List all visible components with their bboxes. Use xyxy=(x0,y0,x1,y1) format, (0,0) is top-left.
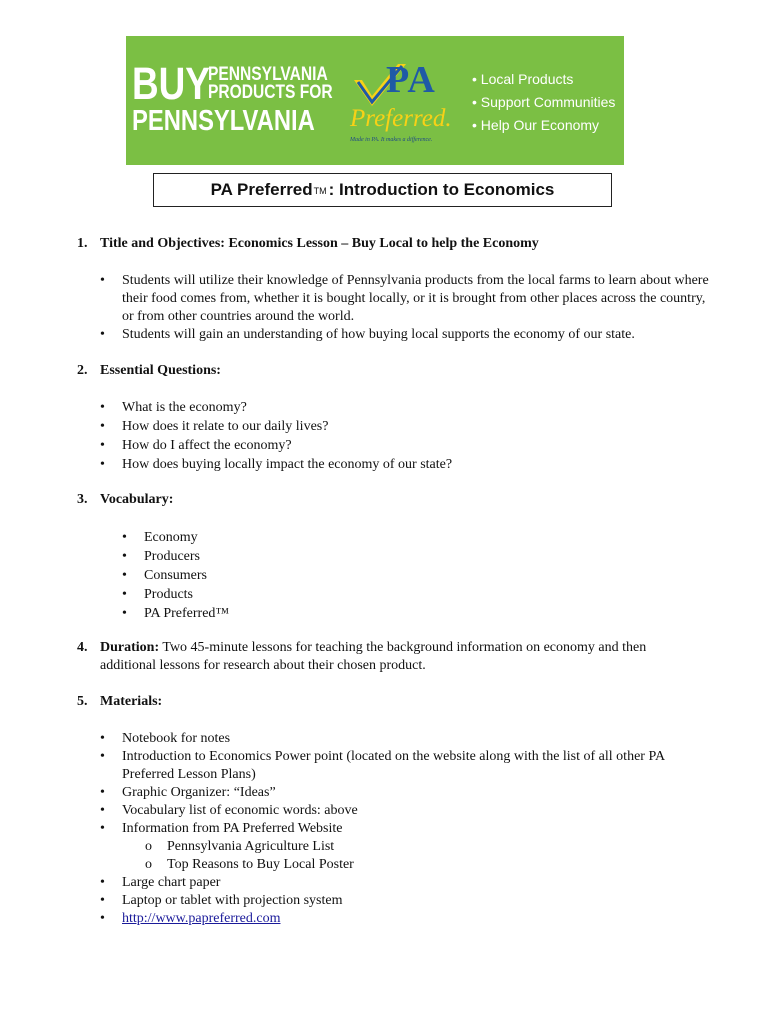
papreferred-link[interactable]: http://www.papreferred.com xyxy=(122,911,281,926)
list-item: • Students will gain an understanding of how buying local supports the economy of our state. xyxy=(100,326,720,344)
list-item: • Information from PA Preferred Website o Pennsylvania Agriculture List o Top Reasons to Buy Local Poster xyxy=(100,820,700,874)
website-sublist xyxy=(122,838,700,874)
list-item: • How does buying locally impact the economy of our state? xyxy=(100,455,720,474)
section-heading: 1. Title and Objectives: Economics Lesson – Buy Local to help the Economy xyxy=(77,236,539,251)
list-item: • Laptop or tablet with projection system xyxy=(100,892,700,910)
banner-bullet: • Local Products xyxy=(472,71,574,87)
section-heading: 3. Vocabulary: xyxy=(77,492,174,507)
logo-preferred: Preferred. xyxy=(350,105,452,132)
vocabulary-list xyxy=(122,528,422,623)
logo-tagline: Made in PA. It makes a difference. xyxy=(350,137,433,143)
pa-preferred-banner xyxy=(126,36,624,165)
list-item: • Vocabulary list of economic words: above xyxy=(100,802,700,820)
trademark-mark: TM xyxy=(313,186,327,196)
banner-pennsylvania: PENNSYLVANIA xyxy=(132,105,315,137)
list-item: • How does it relate to our daily lives? xyxy=(100,417,720,436)
banner-tagline: PENNSYLVANIA PRODUCTS FOR xyxy=(208,64,333,103)
list-item: • Students will utilize their knowledge of Pennsylvania products from the local farms to learn about where their food comes from, whether it is bought locally, or it is brought from other places across the country, or from other countries around the world. xyxy=(100,272,720,326)
banner-bullets xyxy=(472,68,615,137)
list-item: • Products xyxy=(122,585,422,604)
list-item: • PA Preferred™ xyxy=(122,604,422,623)
section-heading: 5. Materials: xyxy=(77,694,163,709)
section-heading: 2. Essential Questions: xyxy=(77,363,221,378)
objectives-list xyxy=(100,272,720,344)
duration-section: 4. Duration: Two 45-minute lessons for teaching the background information on economy and then additional lessons for research about their chosen product. xyxy=(77,640,647,673)
banner-bullet: • Support Communities xyxy=(472,94,616,110)
list-item: • Producers xyxy=(122,547,422,566)
logo-pa: PA xyxy=(386,59,436,101)
list-item: • Consumers xyxy=(122,566,422,585)
pa-preferred-logo xyxy=(350,58,462,150)
list-item: • Economy xyxy=(122,528,422,547)
banner-bullet: • Help Our Economy xyxy=(472,117,600,133)
materials-list xyxy=(100,730,700,928)
list-item xyxy=(100,910,700,928)
sub-list-item: o Pennsylvania Agriculture List xyxy=(145,838,700,856)
page-title: PA PreferredTM : Introduction to Economics xyxy=(153,173,612,207)
banner-buy: BUY xyxy=(132,58,210,109)
list-item: • Introduction to Economics Power point (located on the website along with the list of all other PA Preferred Lesson Plans) xyxy=(100,748,700,784)
list-item: • What is the economy? xyxy=(100,398,720,417)
sub-list-item: o Top Reasons to Buy Local Poster xyxy=(145,856,700,874)
questions-list xyxy=(100,398,720,474)
list-item: • How do I affect the economy? xyxy=(100,436,720,455)
list-item: • Graphic Organizer: “Ideas” xyxy=(100,784,700,802)
list-item: • Large chart paper xyxy=(100,874,700,892)
list-item: • Notebook for notes xyxy=(100,730,700,748)
